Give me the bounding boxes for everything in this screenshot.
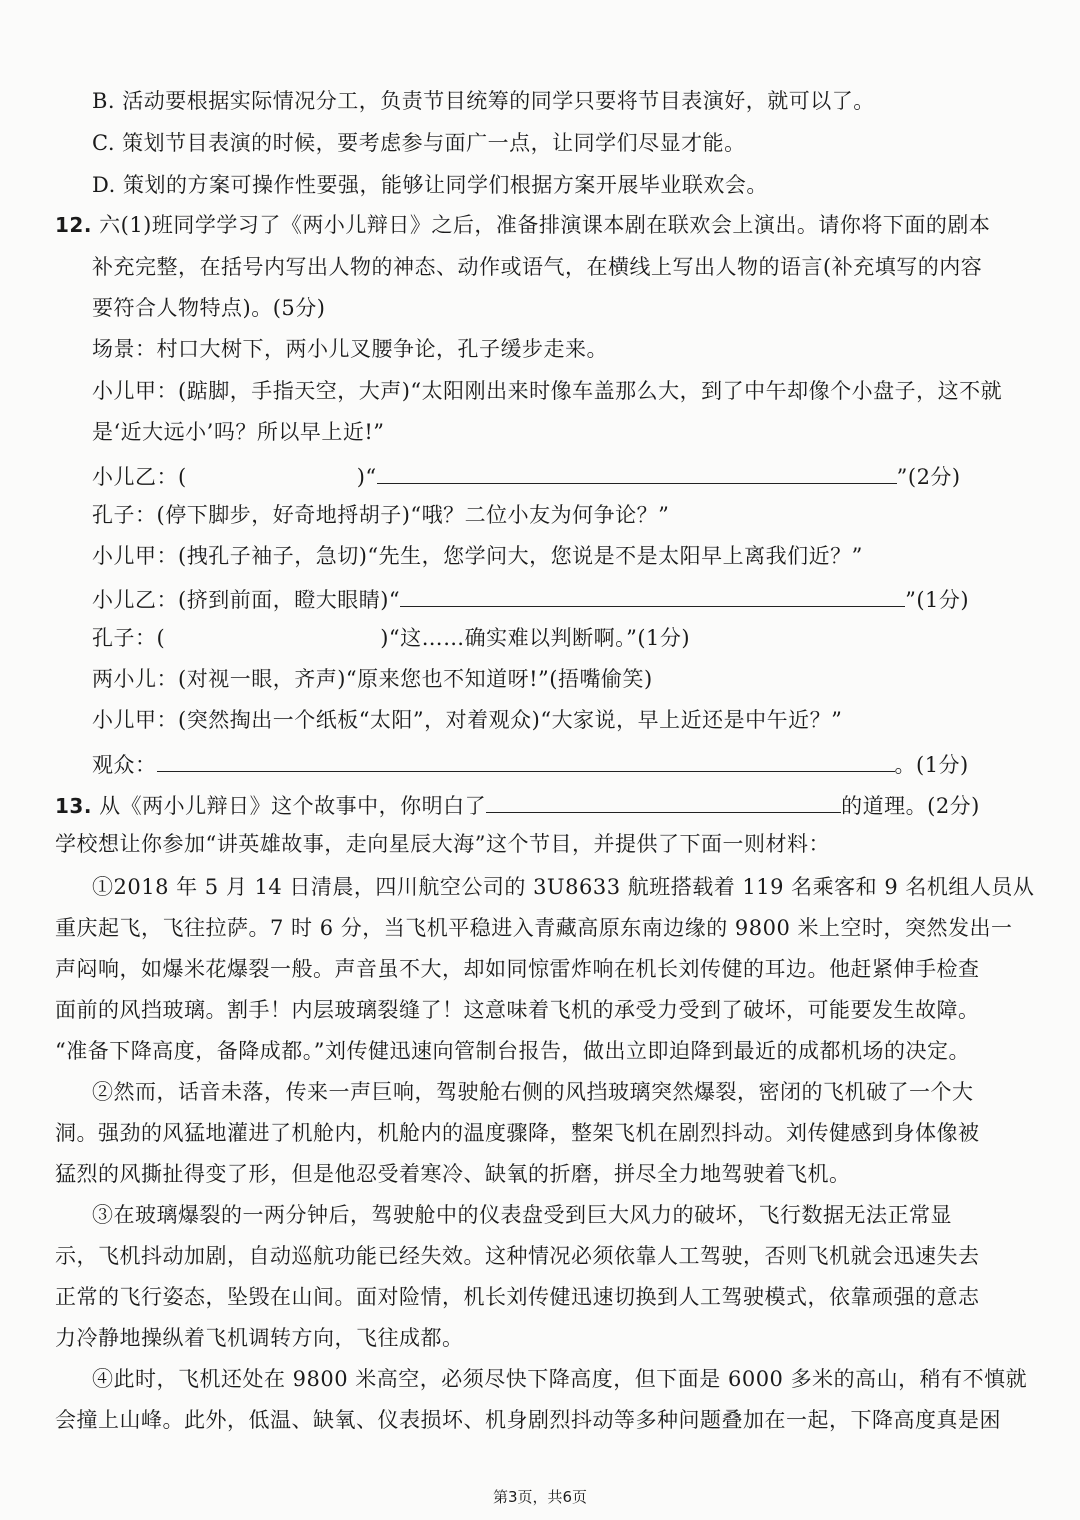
- speaker-label: 小儿乙：(: [92, 465, 187, 489]
- passage-p3-line1: ③在玻璃爆裂的一两分钟后，驾驶舱中的仪表盘受到巨大风力的破坏，飞行数据无法正常显: [92, 1203, 952, 1227]
- option-c: C. 策划节目表演的时候，要考虑参与面广一点，让同学们尽显才能。: [92, 131, 746, 155]
- passage-p1-line3: 声闷响，如爆米花爆裂一般。声音虽不大，却如同惊雷炸响在机长刘传健的耳边。他赶紧伸手检查: [55, 957, 980, 981]
- passage-p2-line3: 猛烈的风撕扯得变了形，但是他忍受着寒冷、缺氧的折磨，拼尽全力地驾驶着飞机。: [55, 1162, 851, 1186]
- script-b1: [92, 459, 961, 492]
- script-k2: [92, 623, 690, 653]
- question-text: 六(1)班同学学习了《两小儿辩日》之后，准备排演课本剧在联欢会上演出。请你将下面的剧本: [99, 213, 991, 237]
- question-13: [55, 788, 980, 821]
- script-audience: [92, 747, 969, 780]
- passage-p3-line4: 力冷静地操纵着飞机调转方向，飞往成都。: [55, 1326, 464, 1350]
- script-a1-line2: 是‘近大远小’吗？所以早上近!”: [92, 420, 385, 444]
- passage-p1-line2: 重庆起飞，飞往拉萨。7 时 6 分，当飞机平稳进入青藏高原东南边缘的 9800 米上空时，突然发出一: [55, 916, 1013, 940]
- script-a1-line1: 小儿甲：(踮脚，手指天空，大声)“太阳刚出来时像车盖那么大，到了中午却像个小盘子，这不就: [92, 379, 1003, 403]
- passage-p1-line1: ①2018 年 5 月 14 日清晨，四川航空公司的 3U8633 航班搭载着 119 名乘客和 9 名机组人员从: [92, 875, 1035, 899]
- score-label: ”(1分): [905, 588, 970, 612]
- score-label: 。(1分): [894, 753, 969, 777]
- passage-p4-line1: ④此时，飞机还处在 9800 米高空，必须尽快下降高度，但下面是 6000 多米的高山，稍有不慎就: [92, 1367, 1028, 1391]
- material-intro: 学校想让你参加“讲英雄故事，走向星辰大海”这个节目，并提供了下面一则材料：: [55, 832, 830, 856]
- script-b2: [92, 582, 969, 615]
- answer-line-blank[interactable]: [486, 788, 841, 813]
- score-label: ”(2分): [896, 465, 961, 489]
- script-a2: 小儿甲：(拽孔子袖子，急切)“先生，您学问大，您说是不是太阳早上离我们近？”: [92, 544, 863, 568]
- answer-line-blank[interactable]: [377, 459, 897, 484]
- option-d: D. 策划的方案可操作性要强，能够让同学们根据方案开展毕业联欢会。: [92, 173, 768, 197]
- passage-p2-line1: ②然而，话音未落，传来一声巨响，驾驶舱右侧的风挡玻璃突然爆裂，密闭的飞机破了一个大: [92, 1080, 974, 1104]
- question-number: 12.: [55, 213, 92, 237]
- question-12-line1: [55, 210, 990, 240]
- passage-p4-line2: 会撞上山峰。此外，低温、缺氧、仪表损坏、机身剧烈抖动等多种问题叠加在一起，下降高度真是困: [55, 1408, 1001, 1432]
- script-a3: 小儿甲：(突然掏出一个纸板“太阳”，对着观众)“大家说，早上近还是中午近？”: [92, 708, 843, 732]
- scene-line: 场景：村口大树下，两小儿叉腰争论，孔子缓步走来。: [92, 337, 608, 361]
- speaker-label: 观众：: [92, 753, 157, 777]
- passage-p3-line3: 正常的飞行姿态，坠毁在山间。面对险情，机长刘传健迅速切换到人工驾驶模式，依靠顽强的意志: [55, 1285, 980, 1309]
- question-12-line2: 补充完整，在括号内写出人物的神态、动作或语气，在横线上写出人物的语言(补充填写的内容: [92, 255, 983, 279]
- dialogue-text: )“这……确实难以判断啊。”(1分): [380, 626, 691, 650]
- answer-line-blank[interactable]: [400, 582, 905, 607]
- option-b: B. 活动要根据实际情况分工，负责节目统筹的同学只要将节目表演好，就可以了。: [92, 89, 875, 113]
- page-footer: 第3页，共6页: [492, 1488, 588, 1506]
- question-number: 13.: [55, 794, 92, 818]
- speaker-label: 孔子：(: [92, 626, 166, 650]
- script-both: 两小儿：(对视一眼，齐声)“原来您也不知道呀!”(捂嘴偷笑): [92, 667, 653, 691]
- passage-p3-line2: 示，飞机抖动加剧，自动巡航功能已经失效。这种情况必须依靠人工驾驶，否则飞机就会迅速失去: [55, 1244, 980, 1268]
- speaker-label: 小儿乙：(挤到前面，瞪大眼睛)“: [92, 588, 401, 612]
- question-12-line3: 要符合人物特点)。(5分): [92, 296, 326, 320]
- passage-p1-line4: 面前的风挡玻璃。割手！内层玻璃裂缝了！这意味着飞机的承受力受到了破坏，可能要发生故障。: [55, 998, 980, 1022]
- question-text: 从《两小儿辩日》这个故事中，你明白了: [99, 794, 487, 818]
- passage-p1-line5: “准备下降高度，备降成都。”刘传健迅速向管制台报告，做出立即迫降到最近的成都机场的决定。: [55, 1039, 970, 1063]
- score-label: 的道理。(2分): [841, 794, 980, 818]
- answer-line-blank[interactable]: [157, 747, 895, 772]
- passage-p2-line2: 洞。强劲的风猛地灌进了机舱内，机舱内的温度骤降，整架飞机在剧烈抖动。刘传健感到身体像被: [55, 1121, 980, 1145]
- script-k1: 孔子：(停下脚步，好奇地捋胡子)“哦？二位小友为何争论？”: [92, 503, 670, 527]
- quote-open: )“: [356, 465, 377, 489]
